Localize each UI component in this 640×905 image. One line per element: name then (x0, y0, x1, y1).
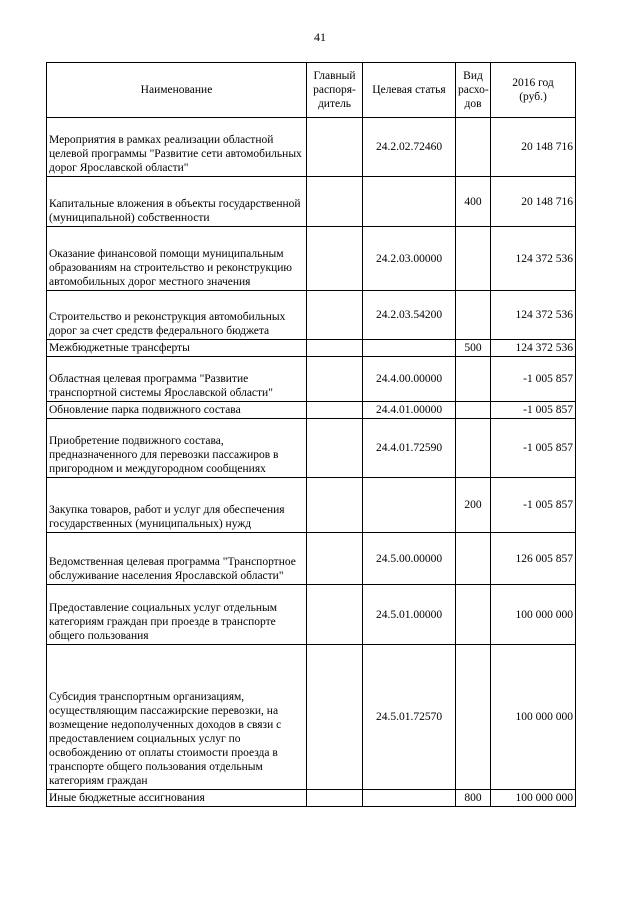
table-row (47, 177, 576, 227)
table-row (47, 227, 576, 291)
row-article: 24.4.01.00000 (363, 402, 456, 419)
row-amount: -1 005 857 (491, 357, 576, 402)
row-article: 24.5.01.00000 (363, 585, 456, 645)
row-admin (307, 227, 363, 291)
row-name: Приобретение подвижного состава, предназначенного для перевозки пассажиров в пригородном и междугородном сообщениях (47, 419, 307, 478)
table-row (47, 790, 576, 807)
row-amount: 20 148 716 (491, 177, 576, 227)
row-admin (307, 533, 363, 585)
row-amount: 124 372 536 (491, 340, 576, 357)
row-kind: 500 (456, 340, 491, 357)
row-admin (307, 291, 363, 340)
table-row (47, 291, 576, 340)
row-admin (307, 790, 363, 807)
row-admin (307, 177, 363, 227)
row-name: Обновление парка подвижного состава (47, 402, 307, 419)
row-admin (307, 585, 363, 645)
row-kind (456, 533, 491, 585)
row-kind: 400 (456, 177, 491, 227)
row-admin (307, 340, 363, 357)
page-number: 41 (314, 30, 326, 44)
row-admin (307, 478, 363, 533)
row-kind (456, 118, 491, 177)
row-name: Капитальные вложения в объекты государственной (муниципальной) собственности (47, 177, 307, 227)
row-kind (456, 402, 491, 419)
row-amount: -1 005 857 (491, 478, 576, 533)
row-kind (456, 291, 491, 340)
row-admin (307, 645, 363, 790)
row-amount: -1 005 857 (491, 402, 576, 419)
row-amount: -1 005 857 (491, 419, 576, 478)
row-amount: 100 000 000 (491, 585, 576, 645)
table-row (47, 118, 576, 177)
row-name: Субсидия транспортным организациям, осуществляющим пассажирские перевозки, на возмещение недополученных доходов в связи с предоставлением социальных услуг по освобождению от оплаты стоимости проезда в транспорте общего пользования отдельным категориям граждан (47, 645, 307, 790)
row-kind (456, 357, 491, 402)
row-article: 24.5.00.00000 (363, 533, 456, 585)
row-admin (307, 357, 363, 402)
table-row (47, 402, 576, 419)
row-amount: 20 148 716 (491, 118, 576, 177)
row-article: 24.2.02.72460 (363, 118, 456, 177)
row-amount: 100 000 000 (491, 645, 576, 790)
row-kind (456, 227, 491, 291)
row-name: Оказание финансовой помощи муниципальным образованиям на строительство и реконструкцию автомобильных дорог местного значения (47, 227, 307, 291)
table-row (47, 645, 576, 790)
header-name: Наименование (47, 63, 307, 118)
row-name: Мероприятия в рамках реализации областной целевой программы "Развитие сети автомобильных дорог Ярославской области" (47, 118, 307, 177)
table-row (47, 585, 576, 645)
table-row (47, 357, 576, 402)
header-kind: Вид расхо- дов (456, 63, 491, 118)
row-name: Строительство и реконструкция автомобильных дорог за счет средств федерального бюджета (47, 291, 307, 340)
row-article: 24.2.03.54200 (363, 291, 456, 340)
row-article (363, 478, 456, 533)
row-name: Закупка товаров, работ и услуг для обеспечения государственных (муниципальных) нужд (47, 478, 307, 533)
row-kind (456, 645, 491, 790)
header-amount: 2016 год (руб.) (491, 63, 576, 118)
budget-table (46, 62, 576, 807)
row-article (363, 340, 456, 357)
row-amount: 100 000 000 (491, 790, 576, 807)
row-name: Областная целевая программа "Развитие транспортной системы Ярославской области" (47, 357, 307, 402)
table-row (47, 340, 576, 357)
table-row (47, 533, 576, 585)
table-header-row (47, 63, 576, 118)
row-admin (307, 402, 363, 419)
row-kind (456, 585, 491, 645)
row-admin (307, 118, 363, 177)
row-amount: 126 005 857 (491, 533, 576, 585)
row-article (363, 177, 456, 227)
row-article (363, 790, 456, 807)
row-article: 24.5.01.72570 (363, 645, 456, 790)
row-article: 24.4.01.72590 (363, 419, 456, 478)
row-name: Иные бюджетные ассигнования (47, 790, 307, 807)
row-kind: 200 (456, 478, 491, 533)
row-kind (456, 419, 491, 478)
row-article: 24.4.00.00000 (363, 357, 456, 402)
row-article: 24.2.03.00000 (363, 227, 456, 291)
row-name: Предоставление социальных услуг отдельным категориям граждан при проезде в транспорте общего пользования (47, 585, 307, 645)
row-kind: 800 (456, 790, 491, 807)
row-amount: 124 372 536 (491, 291, 576, 340)
row-name: Ведомственная целевая программа "Транспортное обслуживание населения Ярославской области" (47, 533, 307, 585)
table-row (47, 478, 576, 533)
row-name: Межбюджетные трансферты (47, 340, 307, 357)
row-amount: 124 372 536 (491, 227, 576, 291)
header-article: Целевая статья (363, 63, 456, 118)
header-admin: Главный распоря- дитель (307, 63, 363, 118)
table-row (47, 419, 576, 478)
row-admin (307, 419, 363, 478)
